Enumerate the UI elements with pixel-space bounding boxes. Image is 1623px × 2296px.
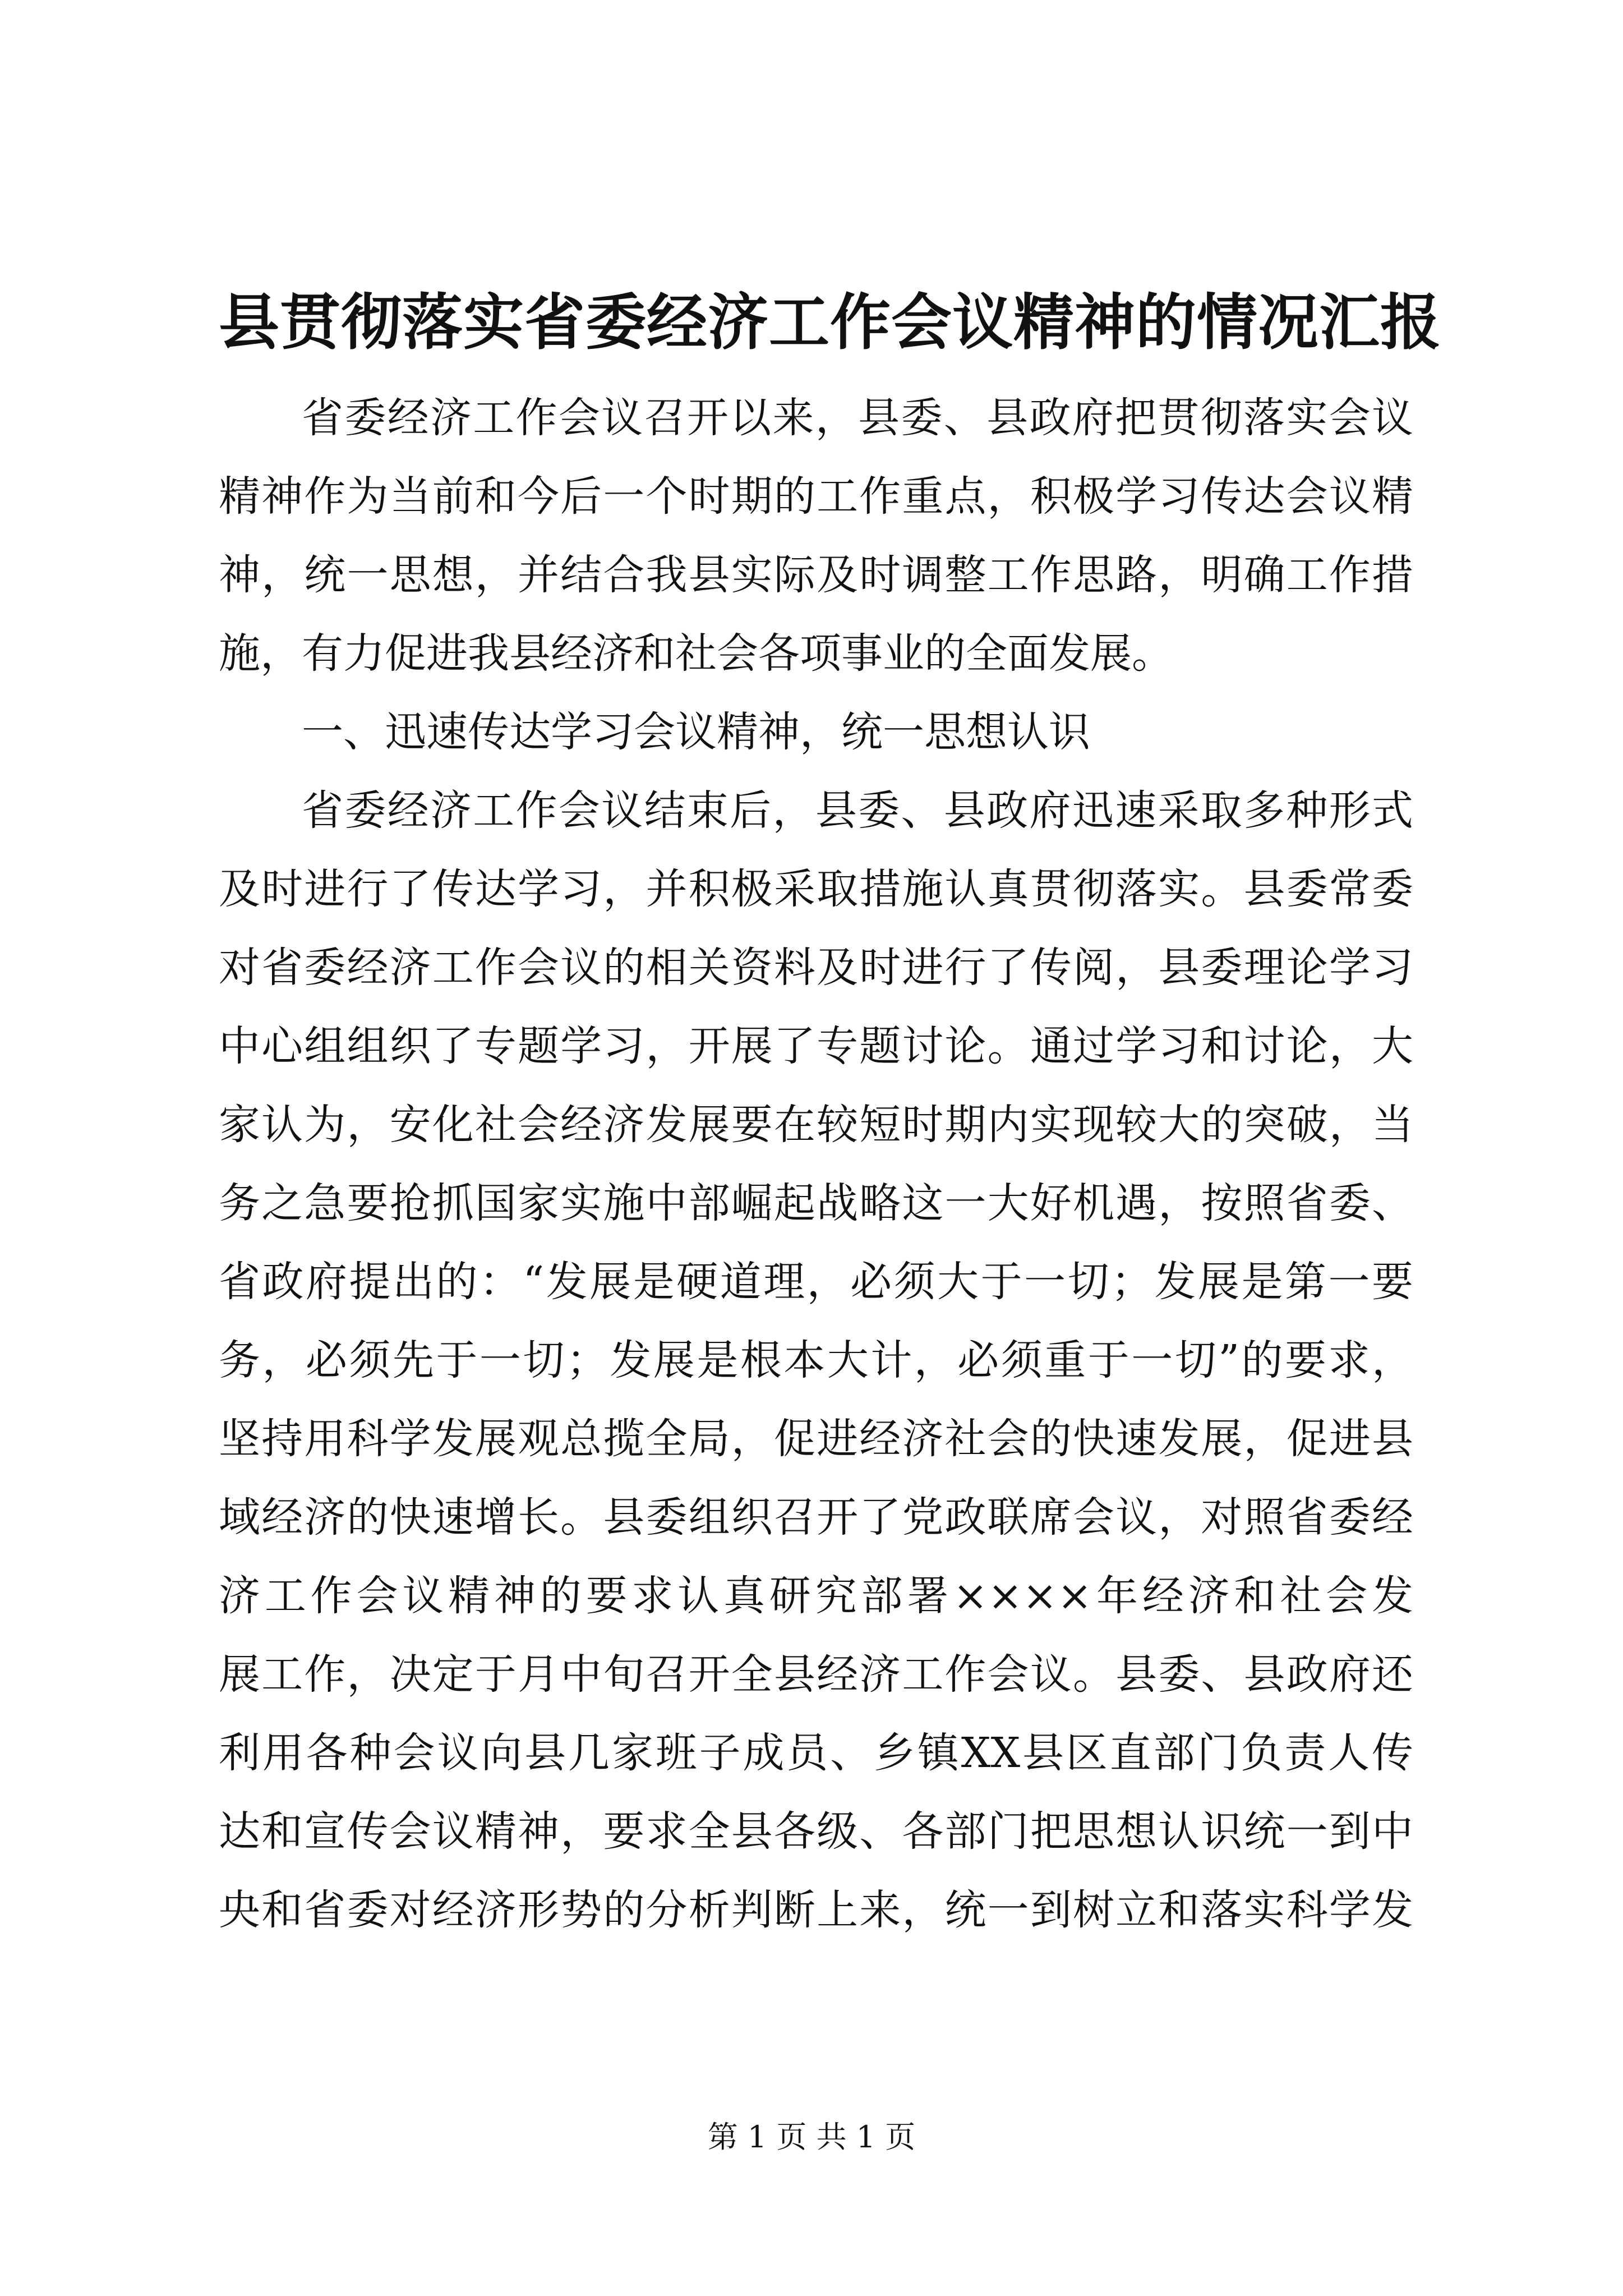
- paragraph-line: 省委经济工作会议召开以来，县委、县政府把贯彻落实会议: [302, 394, 1413, 442]
- document-title: 县贯彻落实省委经济工作会议精神的情况汇报: [219, 287, 1442, 358]
- section-heading: 一、迅速传达学习会议精神，统一思想认识: [302, 708, 1090, 756]
- paragraph-line: 精神作为当前和今后一个时期的工作重点，积极学习传达会议精: [219, 472, 1413, 521]
- paragraph-line: 及时进行了传达学习，并积极采取措施认真贯彻落实。县委常委: [219, 865, 1413, 913]
- paragraph-line: 坚持用科学发展观总揽全局，促进经济社会的快速发展，促进县: [219, 1415, 1413, 1463]
- paragraph-line: 对省委经济工作会议的相关资料及时进行了传阅，县委理论学习: [219, 944, 1413, 992]
- paragraph-line: 务之急要抢抓国家实施中部崛起战略这一大好机遇，按照省委、: [219, 1179, 1413, 1227]
- paragraph-line: 省委经济工作会议结束后，县委、县政府迅速采取多种形式: [302, 786, 1413, 835]
- paragraph-line: 务，必须先于一切；发展是根本大计，必须重于一切”的要求，: [219, 1336, 1413, 1384]
- paragraph-line: 展工作，决定于月中旬召开全县经济工作会议。县委、县政府还: [219, 1650, 1413, 1699]
- paragraph-line: 央和省委对经济形势的分析判断上来，统一到树立和落实科学发: [219, 1886, 1413, 1934]
- paragraph-line: 达和宣传会议精神，要求全县各级、各部门把思想认识统一到中: [219, 1807, 1413, 1856]
- paragraph-line: 济工作会议精神的要求认真研究部署××××年经济和社会发: [219, 1572, 1413, 1620]
- paragraph-line: 施，有力促进我县经济和社会各项事业的全面发展。: [219, 629, 1173, 678]
- paragraph-line: 域经济的快速增长。县委组织召开了党政联席会议，对照省委经: [219, 1493, 1413, 1542]
- paragraph-line: 省政府提出的：“发展是硬道理，必须大于一切；发展是第一要: [219, 1258, 1413, 1306]
- page-number: 第 1 页 共 1 页: [707, 2119, 916, 2155]
- paragraph-line: 中心组组织了专题学习，开展了专题讨论。通过学习和讨论，大: [219, 1022, 1413, 1070]
- paragraph-line: 利用各种会议向县几家班子成员、乡镇XX县区直部门负责人传: [219, 1729, 1413, 1777]
- paragraph-line: 神，统一思想，并结合我县实际及时调整工作思路，明确工作措: [219, 551, 1413, 599]
- paragraph-line: 家认为，安化社会经济发展要在较短时期内实现较大的突破，当: [219, 1101, 1413, 1149]
